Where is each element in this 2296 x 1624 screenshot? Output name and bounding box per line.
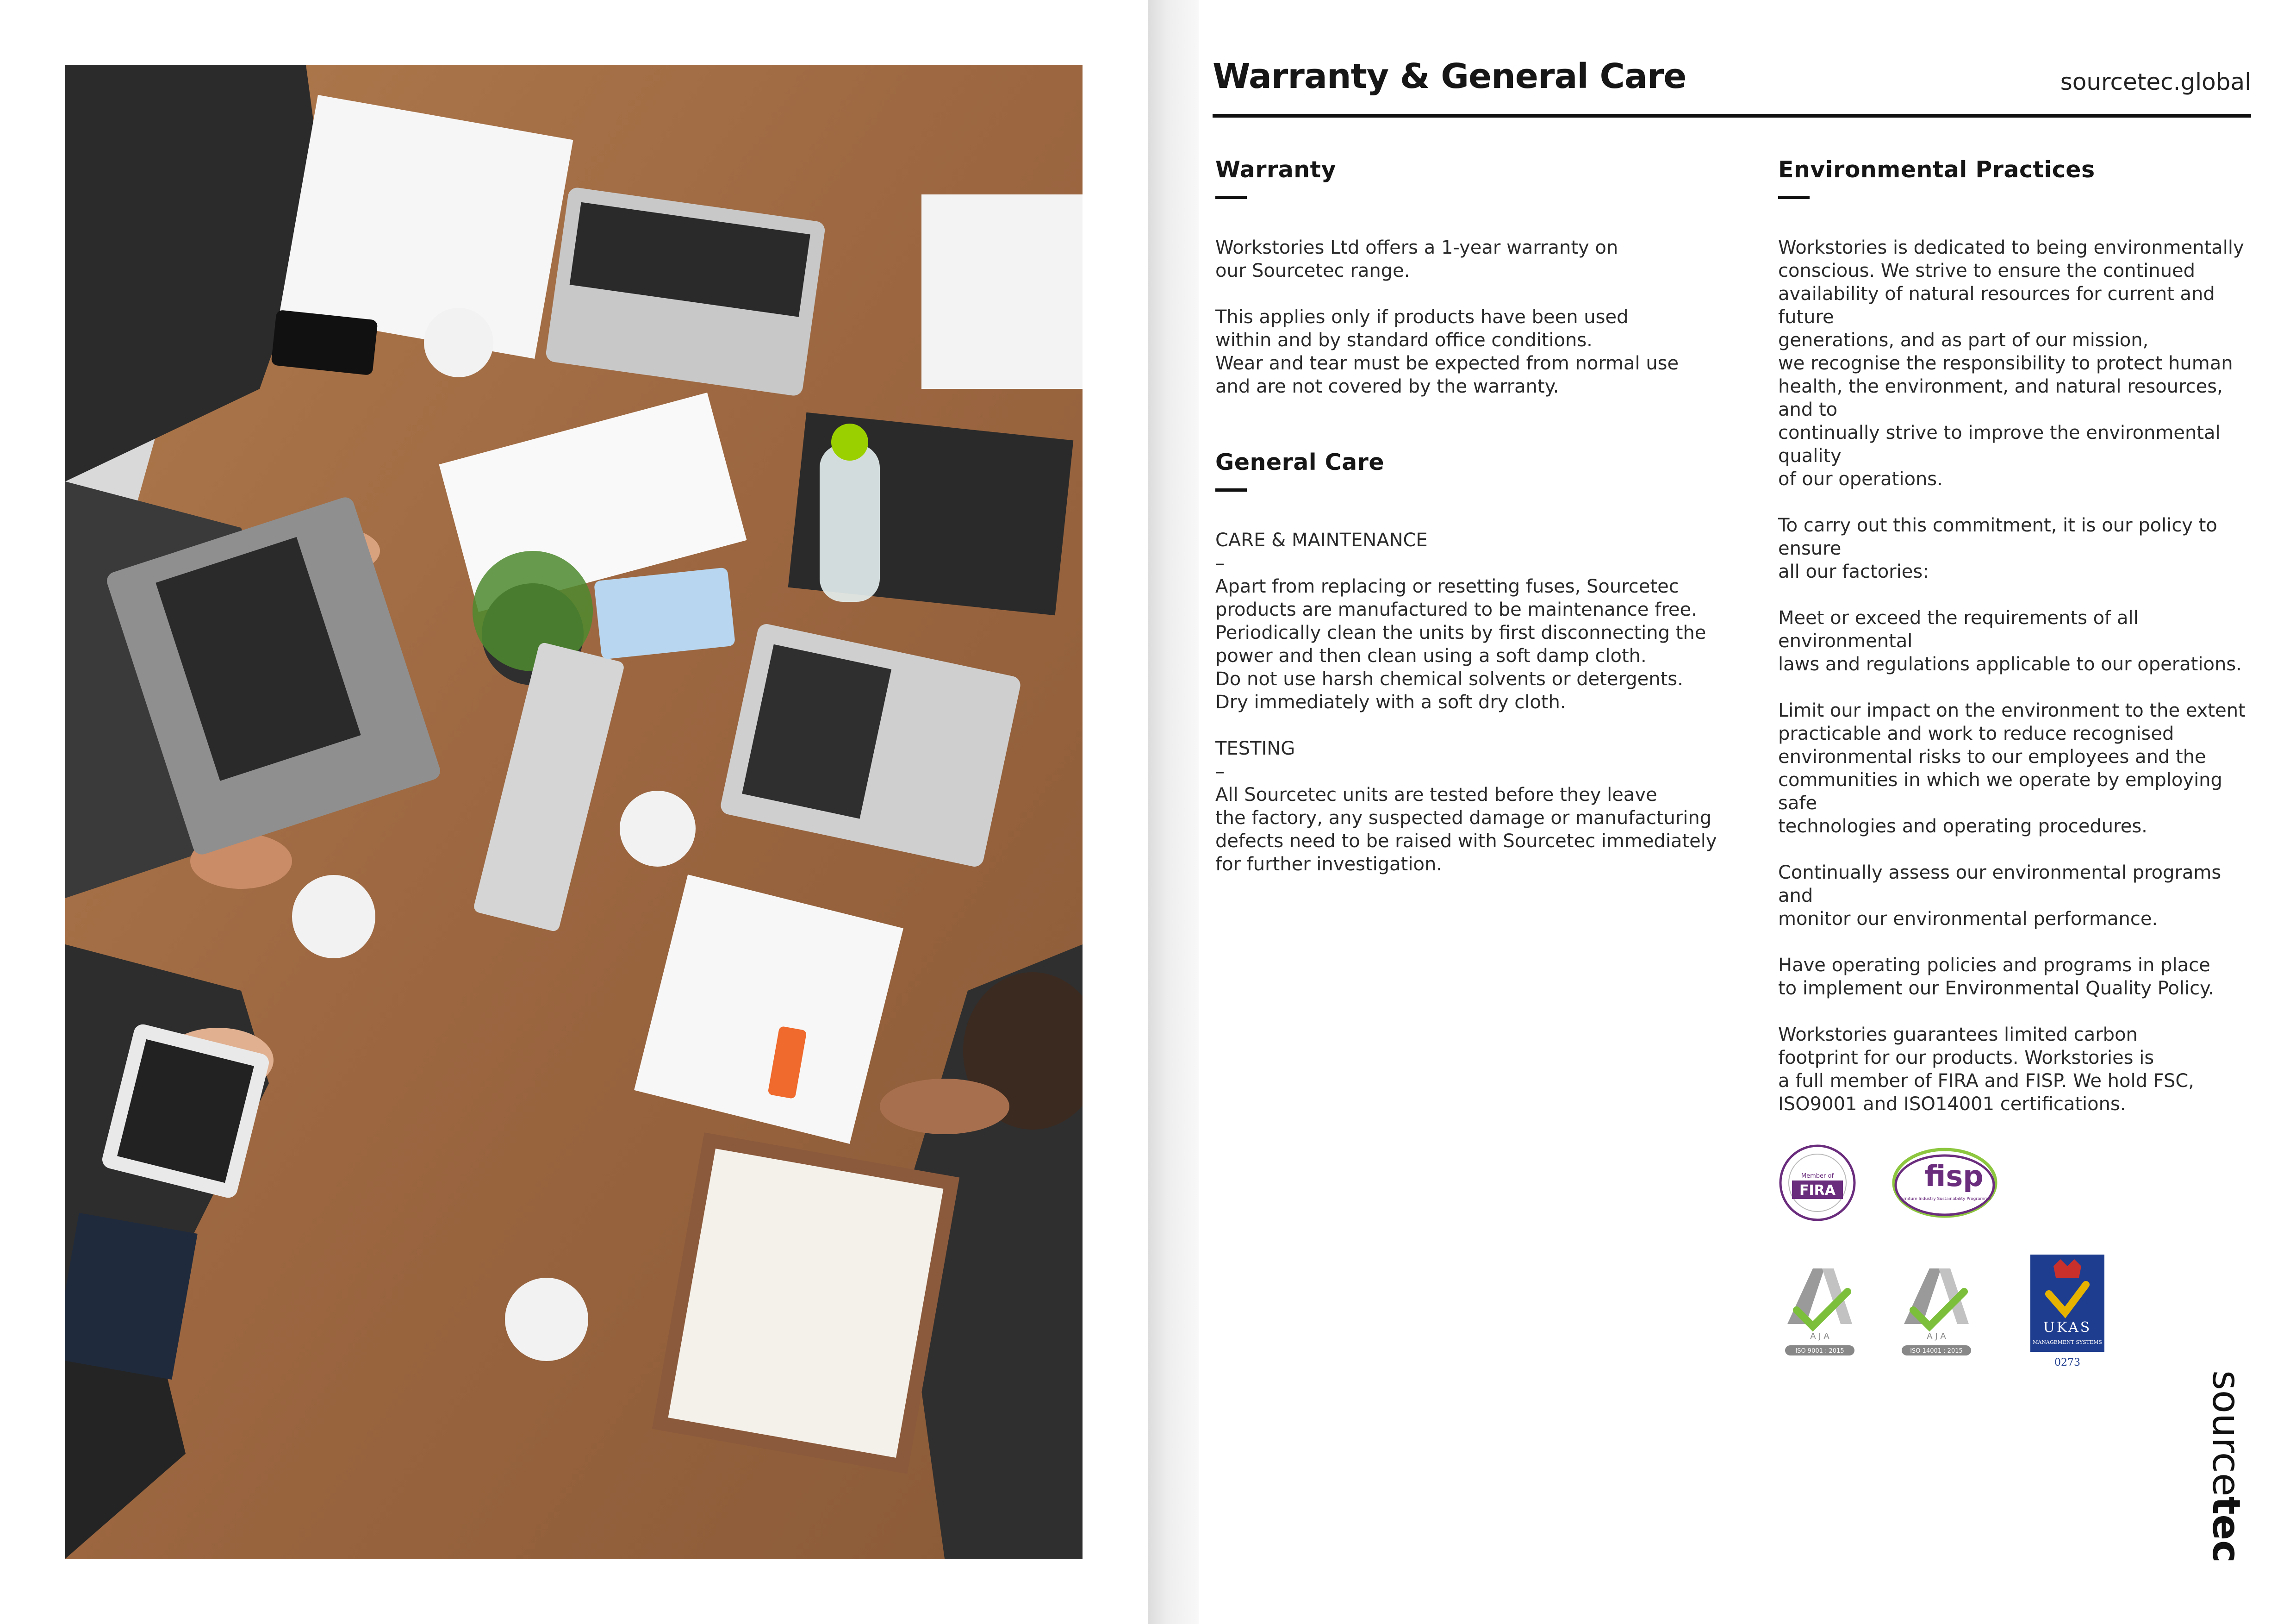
environmental-paragraph: To carry out this commitment, it is our policy to ensure all our factories: [1778, 515, 2217, 582]
svg-text:0273: 0273 [2054, 1357, 2080, 1368]
fira-logo [1778, 1143, 1857, 1222]
general-care-heading: General Care [1215, 449, 1385, 475]
brand-wordmark-light: source [2204, 1370, 2248, 1497]
svg-text:FIRA: FIRA [1799, 1182, 1836, 1199]
testing-text: All Sourcetec units are tested before they leave the factory, any suspected damage or manufacturing defects need to be raised with Sourcetec immediately for further investigation. [1215, 784, 1717, 875]
environmental-heading: Environmental Practices [1778, 156, 2095, 183]
environmental-paragraph: Workstories is dedicated to being environmentally conscious. We strive to ensure the continued availability of natural resources for current and future generations, and as part of our mission, we recognise the responsibility to protect human health, the environment, and natural resources, and to continually strive to improve the environmental quality of our operations. [1778, 237, 2244, 490]
svg-text:ISO 9001 : 2015: ISO 9001 : 2015 [1795, 1348, 1844, 1355]
website-url[interactable]: sourcetec.global [2060, 69, 2251, 95]
environmental-paragraph: Workstories guarantees limited carbon footprint for our products. Workstories is a full member of FIRA and FISP. We hold FSC, ISO9001 and ISO14001 certifications. [1778, 1024, 2195, 1115]
svg-text:MANAGEMENT SYSTEMS: MANAGEMENT SYSTEMS [2033, 1339, 2102, 1345]
care-maintenance-subheading: CARE & MAINTENANCE – [1215, 530, 1428, 574]
general-care-heading-rule [1215, 488, 1247, 492]
svg-text:ISO 14001 : 2015: ISO 14001 : 2015 [1910, 1348, 1963, 1355]
ukas-logo [2028, 1252, 2107, 1370]
right-column [1778, 156, 2246, 1384]
fisp-logo [1889, 1143, 2000, 1222]
warranty-paragraph: Workstories Ltd offers a 1-year warranty on our Sourcetec range. [1215, 237, 1618, 281]
svg-text:Member of: Member of [1801, 1173, 1834, 1180]
environmental-heading-rule [1778, 196, 1810, 199]
environmental-paragraph: Limit our impact on the environment to the extent practicable and work to reduce recognised environmental risks to our employees and the communities in which we operate by employing safe technologies and operating procedures. [1778, 700, 2246, 837]
svg-text:A J A: A J A [1810, 1331, 1829, 1341]
photo-illustration [65, 65, 1083, 1559]
brand-wordmark [2204, 1370, 2248, 1563]
environmental-paragraph: Have operating policies and programs in place to implement our Environmental Quality Policy. [1778, 955, 2214, 999]
svg-text:A J A: A J A [1927, 1331, 1946, 1341]
care-maintenance-text: Apart from replacing or resetting fuses, Sourcetec products are manufactured to be maintenance free. Periodically clean the units by first disconnecting the power and then clean using a soft damp cloth. Do not use harsh chemical solvents or detergents. Dry immediately with a soft dry cloth. [1215, 576, 1706, 713]
svg-text:UKAS: UKAS [2043, 1319, 2092, 1336]
warranty-paragraph: This applies only if products have been used within and by standard office conditions. Wear and tear must be expected from normal use and are not covered by the warranty. [1215, 306, 1679, 397]
warranty-heading: Warranty [1215, 156, 1337, 183]
environmental-paragraph: Continually assess our environmental programs and monitor our environmental performance. [1778, 862, 2221, 930]
left-column [1215, 156, 1748, 899]
warranty-heading-rule [1215, 196, 1247, 199]
svg-text:Furniture Industry Sustainabil: Furniture Industry Sustainability Programme [1898, 1197, 1991, 1201]
right-page [1199, 0, 2296, 1624]
environmental-paragraph: Meet or exceed the requirements of all environmental laws and regulations applicable to our operations. [1778, 607, 2242, 675]
aja-iso14001-logo [1895, 1259, 1978, 1361]
svg-text:fisp: fisp [1924, 1159, 1984, 1193]
brand-wordmark-bold: tec [2204, 1496, 2248, 1563]
testing-subheading: TESTING – [1215, 738, 1295, 782]
page-spine-shadow [1148, 0, 1199, 1624]
page-title: Warranty & General Care [1213, 56, 1686, 96]
certification-logos [1778, 1143, 2246, 1384]
aja-iso9001-logo [1778, 1259, 1861, 1361]
header-divider [1213, 114, 2251, 118]
meeting-table-photo [65, 65, 1083, 1559]
